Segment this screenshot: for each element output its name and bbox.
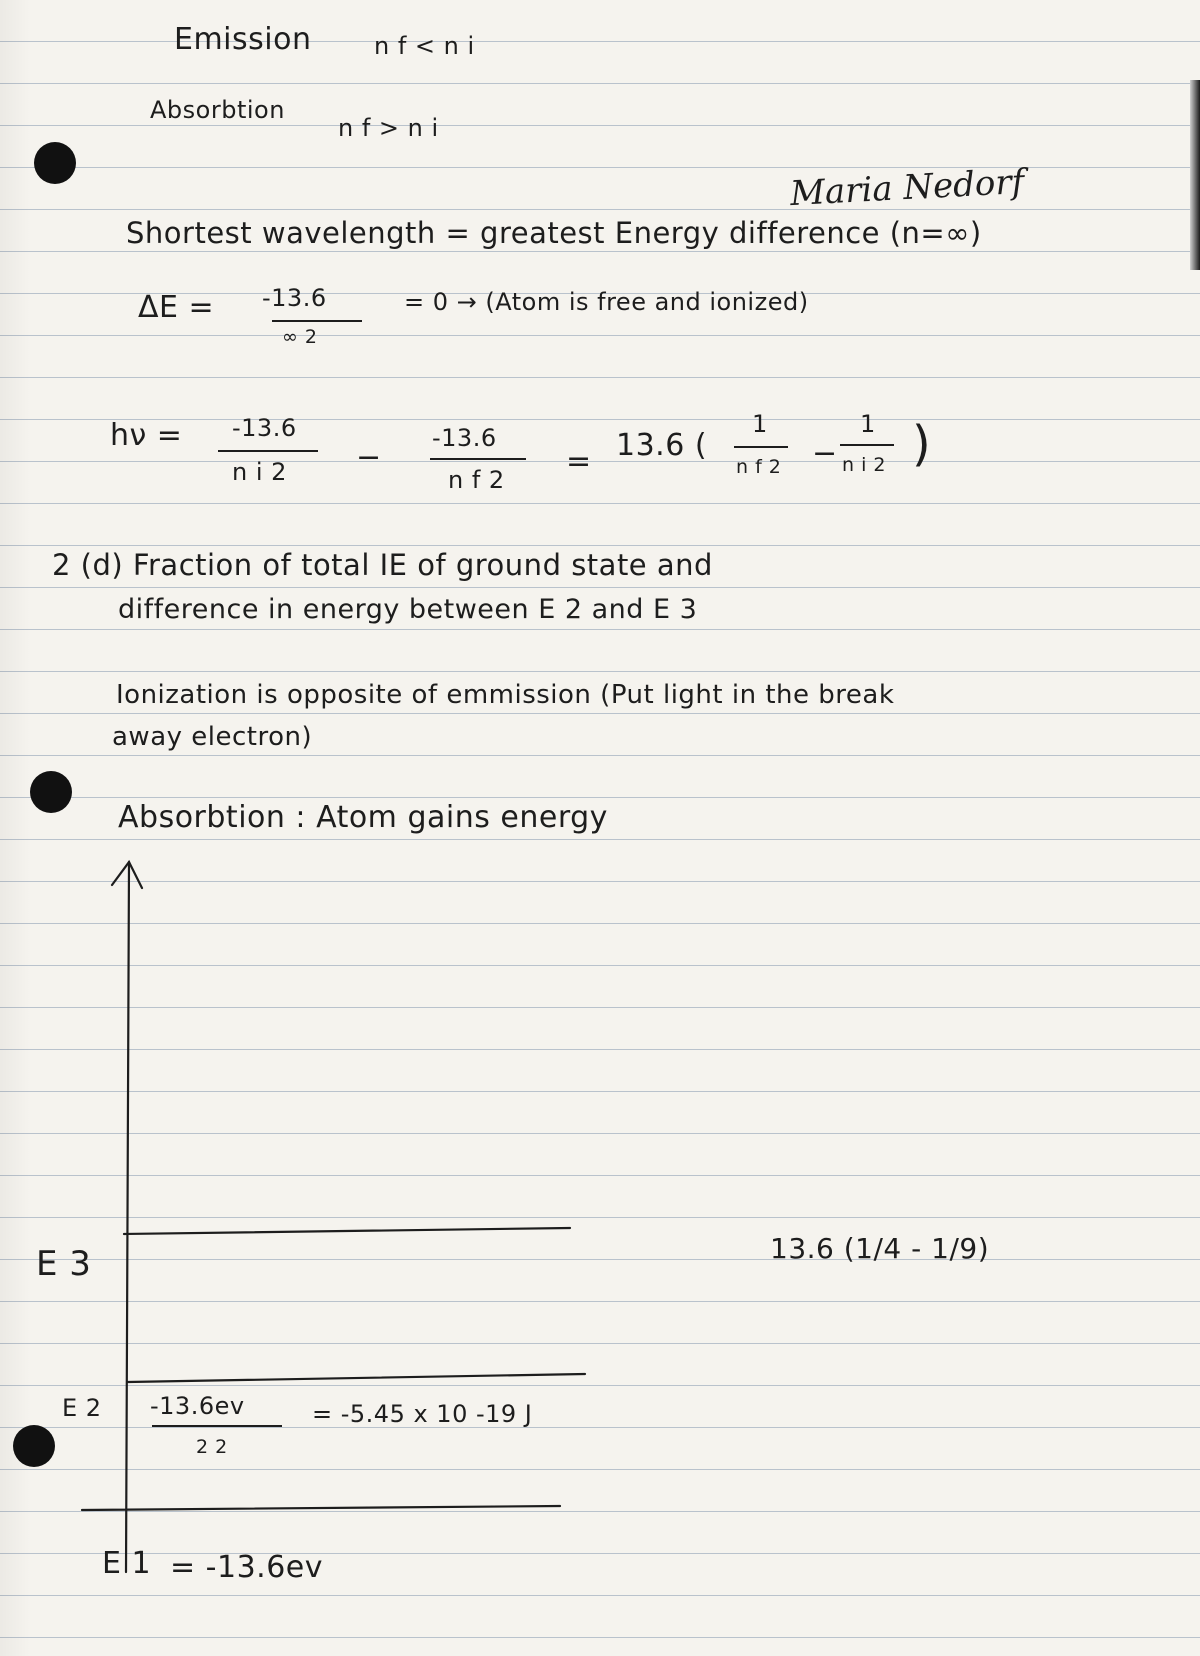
level-e2 — [128, 1374, 585, 1382]
e3-label: E 3 — [36, 1244, 92, 1284]
signature: Maria Nedorf — [789, 161, 1026, 215]
delta-e-numerator: -13.6 — [262, 284, 327, 312]
e1-expression: = -13.6ev — [170, 1550, 324, 1585]
hv-frac2-denominator: n i 2 — [842, 454, 886, 476]
absorption-condition: n f > n i — [338, 114, 439, 142]
hv-lhs: hν = — [110, 418, 183, 453]
equals-sign: = — [566, 444, 592, 479]
delta-e-result: = 0 → (Atom is free and ionized) — [404, 288, 809, 316]
shortest-wavelength-line: Shortest wavelength = greatest Energy difference (n=∞) — [126, 216, 982, 250]
ionization-line-2: away electron) — [112, 722, 313, 752]
e2-result: = -5.45 x 10 -19 J — [312, 1400, 533, 1428]
e2-numerator: -13.6ev — [150, 1392, 245, 1420]
delta-e-denominator: ∞ 2 — [282, 326, 318, 348]
ionization-line-1: Ionization is opposite of emmission (Put light in the break — [116, 680, 895, 710]
level-e3 — [124, 1228, 570, 1234]
e2-denominator: 2 2 — [196, 1436, 228, 1458]
level-e1 — [82, 1506, 560, 1510]
axis-arrow-icon — [112, 862, 142, 888]
emission-label: Emission — [174, 22, 312, 57]
energy-axis — [126, 862, 129, 1572]
question-line-1: 2 (d) Fraction of total IE of ground state and — [52, 548, 713, 582]
hv-numerator-2: -13.6 — [432, 424, 497, 452]
hv-denominator-1: n i 2 — [232, 458, 287, 486]
hv-frac1-numerator: 1 — [752, 410, 768, 438]
hv-coefficient: 13.6 ( — [616, 428, 708, 463]
e3-expression: 13.6 (1/4 - 1/9) — [770, 1232, 990, 1265]
minus-sign: − — [356, 440, 382, 475]
question-line-2: difference in energy between E 2 and E 3 — [118, 594, 698, 625]
closing-paren: ) — [912, 416, 932, 472]
delta-e-lhs: ΔE = — [138, 290, 215, 325]
e2-label: E 2 — [62, 1394, 102, 1422]
emission-condition: n f < n i — [374, 32, 475, 60]
fraction-bar — [152, 1425, 282, 1427]
hv-frac2-numerator: 1 — [860, 410, 876, 438]
absorption-statement: Absorbtion : Atom gains energy — [118, 800, 608, 835]
absorption-label: Absorbtion — [150, 96, 285, 124]
minus-sign: − — [812, 436, 838, 471]
hv-numerator-1: -13.6 — [232, 414, 297, 442]
e1-label: E 1 — [102, 1546, 152, 1581]
hv-frac1-denominator: n f 2 — [736, 456, 782, 478]
hv-denominator-2: n f 2 — [448, 466, 505, 494]
